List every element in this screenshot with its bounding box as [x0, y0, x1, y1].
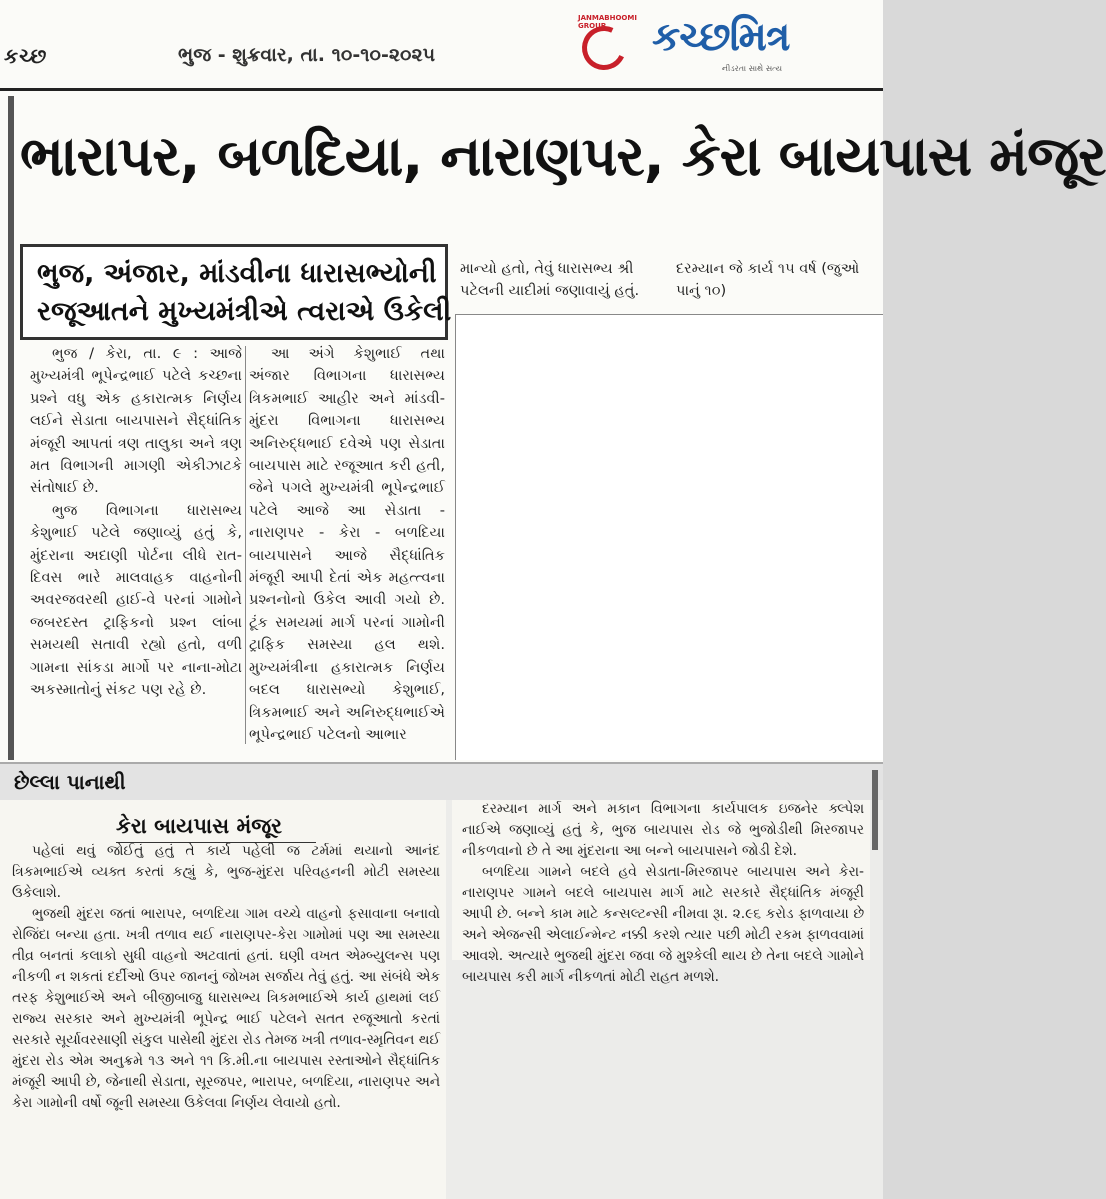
article-column-1 [30, 343, 242, 702]
top-right-column-1: માન્યો હતો, તેવું ધારાસભ્ય શ્રી પટેલની યાદીમાં જણાવાયું હતું. [460, 260, 640, 300]
subhead-box [20, 244, 452, 340]
paragraph: દરમ્યાન માર્ગ અને મકાન વિભાગના કાર્યપાલક ઇજનેર ક્લ્પેશ નાઈએ જણાવ્યું હતું કે, ભુજ બાયપાસ રોડ જે ભુજોડીથી મિરજાપર નીકળવાનો છે તે આ મુંદરાના આ બન્ને બાયપાસને જોડી દેશે. [462, 801, 864, 859]
continuation-column-2 [462, 799, 864, 988]
paper-tagline: નીડરતા સાથે સત્ય [722, 64, 783, 73]
article-column-2 [249, 343, 445, 746]
group-logo-icon [578, 14, 650, 74]
section-header [0, 762, 883, 800]
paragraph: ભુજ / કેરા, તા. ૯ : આજે મુખ્યમંત્રી ભૂપેન્દ્રભાઈ પટેલે કચ્છના પ્રશ્ને વધુ એક હકારાત્મક નિર્ણય લઈને સેડાતા બાયપાસને સૈદ્ધાંતિક મંજૂરી આપતાં ત્રણ તાલુકા અને ત્રણ મત વિભાગની માગણી એકીઝાટકે સંતોષાઈ છે. [30, 345, 242, 497]
paragraph: ભુજ વિભાગના ધારાસભ્ય કેશુભાઈ પટેલે જણાવ્યું હતું કે, મુંદરાના અદાણી પોર્ટના લીધે રાત-દિવસ ભારે માલવાહક વાહનોની અવરજવરથી હાઈ-વે પરનાં ગામોને જબરદસ્ત ટ્રાફિકનો પ્રશ્ન લાંબા સમયથી સતાવી રહ્યો હતો, વળી ગામના સાંકડા માર્ગો પર નાના-મોટા અકસ્માતોનું સંકટ પણ રહે છે. [30, 501, 242, 699]
column-divider [245, 346, 246, 744]
masthead [0, 0, 883, 92]
dateline: ભુજ - શુક્રવાર, તા. ૧૦-૧૦-૨૦૨૫ [178, 44, 436, 66]
paragraph: આ અંગે કેશુભાઈ તથા અંજાર વિભાગના ધારાસભ્ય ત્રિકમભાઈ આહીર અને માંડવી-મુંદરા વિભાગના ધારાસભ્ય અનિરુદ્ધભાઈ દવેએ પણ સેડાતા બાયપાસ માટે રજૂઆત કરી હતી, જેને પગલે મુખ્યમંત્રી ભૂપેન્દ્રભાઈ પટેલે આજે આ સેડાતા - નારાણપર - કેરા - બળદિયા બાયપાસને આજે સૈદ્ધાંતિક મંજૂરી આપી દેતાં એક મહત્ત્વના પ્રશ્નનોનો ઉકેલ આવી ગયો છે. ટૂંક સમયમાં માર્ગ પરનાં ગામોની ટ્રાફિક સમસ્યા હલ થશે. મુખ્યમંત્રીના હકારાત્મક નિર્ણય બદલ ધારાસભ્યો કેશુભાઈ, ત્રિકમભાઈ અને અનિરુદ્ધભાઈએ ભૂપેન્દ્રભાઈ પટેલનો આભાર [249, 345, 445, 743]
blank-area [455, 314, 883, 760]
subhead-line-1: ભુજ, અંજાર, માંડવીના ધારાસભ્યોની [37, 258, 437, 289]
section-label: છેલ્લા પાનાથી [14, 770, 126, 794]
headline: ભારાપર, બળદિયા, નારાણપર, કેરા બાયપાસ મંજૂર [20, 124, 1106, 188]
group-name: JANMABHOOMI GROUP [578, 14, 637, 30]
top-right-column-2: દરમ્યાન જે કાર્ય ૧૫ વર્ષ (જુઓ પાનું ૧૦) [676, 260, 860, 300]
paragraph: પહેલાં થવું જોઈતું હતું તે કાર્ય પહેલી જ ટર્મમાં થયાનો આનંદ ત્રિકમભાઈએ વ્યક્ત કરતાં કહ્યું કે, ભુજ-મુંદરા પરિવહનની મોટી સમસ્યા ઉકેલાશે. [12, 843, 440, 901]
masthead-rule [0, 88, 883, 91]
left-margin-bar [8, 96, 14, 760]
paragraph: બળદિયા ગામને બદલે હવે સેડાતા-મિરજાપર બાયપાસ અને કેરા-નારાણપર ગામને બદલે બાયપાસ માર્ગ માટે સરકારે સૈદ્ધાંતિક મંજૂરી આપી છે. બન્ને કામ માટે કન્સલ્ટન્સી નીમવા રૂા. ૨.૯૬ કરોડ ફાળવાયા છે અને એજન્સી એલાઈન્મેન્ટ નક્કી કરશે ત્યાર પછી મોટી રકમ ફાળવવામાં આવશે. અત્યારે ભુજથી મુંદરા જવા જે મુશ્કેલી થાય છે તેના બદલે ગામોને બાયપાસ કરી માર્ગ નીકળતાં મોટી રાહત મળશે. [462, 864, 864, 985]
continuation-title: કેરા બાયપાસ મંજૂર [116, 814, 282, 838]
right-edge-bar [872, 770, 878, 850]
continuation-column-1 [12, 841, 440, 1114]
paragraph: ભુજથી મુંદરા જતાં ભારાપર, બળદિયા ગામ વચ્ચે વાહનો ફસાવાના બનાવો રોજિંદા બન્યા હતા. ખત્રી તળાવ થઈ નારાણપર-કેરા ગામોમાં પણ આ સમસ્યા તીવ્ર બનતાં કલાકો સુધી વાહનો અટવાતાં હતાં. ઘણી વખત એમ્બ્યુલન્સ પણ નીકળી ન શકતાં દર્દીઓ ઉપર જાનનું જોખમ સર્જાય તેવું હતું. આ સંબંધે એક તરફ કેશુભાઈએ અને બીજીબાજુ ધારાસભ્ય ત્રિકમભાઈએ કાર્ય હાથમાં લઈ રાજ્ય સરકાર અને મુખ્યમંત્રી ભૂપેન્દ્ર ભાઈ પટેલને સતત રજૂઆતો કરતાં સરકારે સૂર્યાવરસાણી સંકુલ પાસેથી મુંદરા રોડ તેમજ ખત્રી તળાવ-સ્મૃતિવન થઈ મુંદરા રોડ એમ અનુક્રમે ૧૩ અને ૧૧ કિ.મી.ના બાયપાસ રસ્તાઓને સૈદ્ધાંતિક મંજૂરી આપી છે, જેનાથી સેડાતા, સૂરજપર, ભારાપર, બળદિયા, નારાણપર અને કેરા ગામોની વર્ષો જૂની સમસ્યા ઉકેલવા નિર્ણય લેવાયો હતો. [12, 906, 440, 1111]
paper-logo: કચ્છમિત્ર [652, 14, 790, 60]
page-label: કચ્છ [4, 44, 48, 68]
subhead-line-2: રજૂઆતને મુખ્યમંત્રીએ ત્વરાએ ઉકેલી [37, 296, 452, 327]
